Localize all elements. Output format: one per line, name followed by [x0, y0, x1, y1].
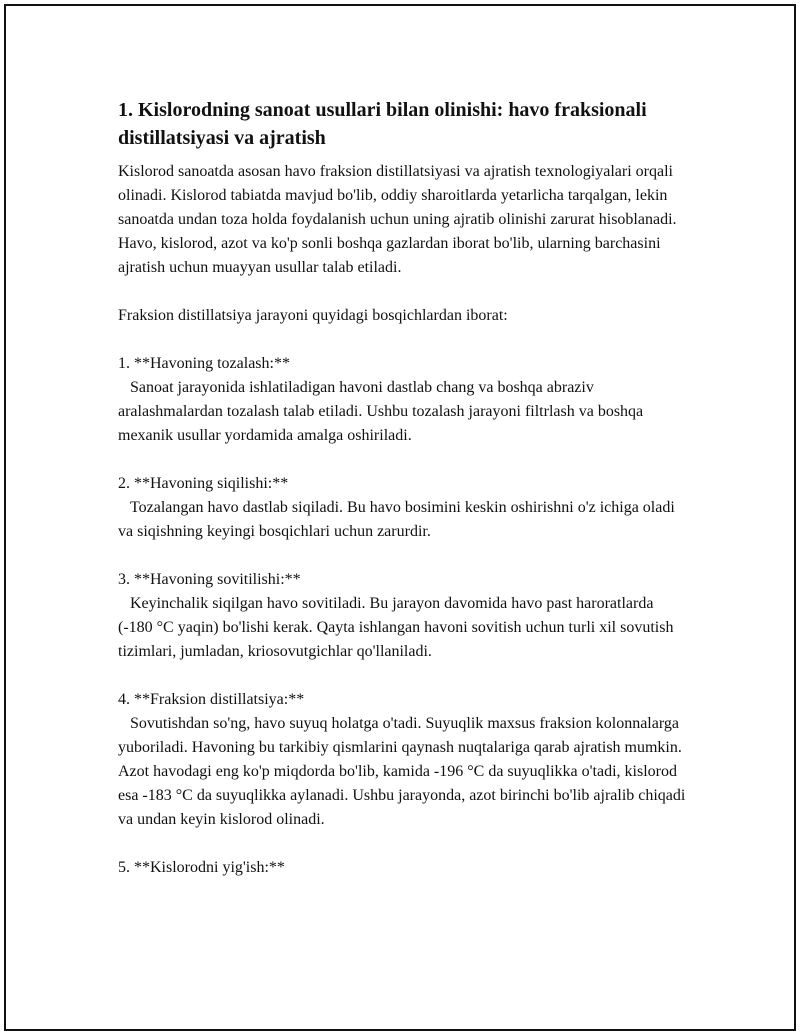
section-title: 1. Kislorodning sanoat usullari bilan olinishi: havo fraksionali distillatsiyasi va ajratish [118, 99, 647, 149]
step-heading: 5. **Kislorodni yig'ish:** [118, 859, 285, 876]
step-body [118, 592, 690, 664]
document-body [118, 96, 690, 904]
step-item [118, 856, 690, 880]
steps-lead-paragraph: Fraksion distillatsiya jarayoni quyidagi bosqichlardan iborat: [118, 307, 508, 324]
step-body-text: Keyinchalik siqilgan havo sovitiladi. Bu jarayon davomida havo past haroratlarda (-180 °C yaqin) bo'lishi kerak. Qayta ishlangan havoni sovitish uchun turli xil sovutish tizimlari, jumladan, kriosovutgichlar qo'llaniladi. [118, 595, 674, 660]
step-body-text: Sanoat jarayonida ishlatiladigan havoni dastlab chang va boshqa abraziv aralashmalardan tozalash talab etiladi. Ushbu tozalash jarayoni filtrlash va boshqa mexanik usullar yordamida amalga oshiriladi. [118, 379, 644, 444]
step-item [118, 688, 690, 832]
step-heading: 4. **Fraksion distillatsiya:** [118, 691, 305, 708]
step-body-text: Tozalangan havo dastlab siqiladi. Bu havo bosimini keskin oshirishni o'z ichiga oladi va siqishning keyingi bosqichlari uchun zarurdir. [118, 499, 675, 540]
step-heading: 3. **Havoning sovitilishi:** [118, 571, 301, 588]
step-item [118, 472, 690, 544]
step-body [118, 712, 690, 832]
step-heading: 1. **Havoning tozalash:** [118, 355, 290, 372]
step-heading: 2. **Havoning siqilishi:** [118, 475, 289, 492]
intro-paragraph: Kislorod sanoatda asosan havo fraksion distillatsiyasi va ajratish texnologiyalari orqali olinadi. Kislorod tabiatda mavjud bo'lib, oddiy sharoitlarda yetarlicha tarqalgan, lekin sanoatda undan toza holda foydalanish uchun uning ajratib olinishi zarurat hisoblanadi. Havo, kislorod, azot va ko'p sonli boshqa gazlardan iborat bo'lib, ularning barchasini ajratish uchun muayyan usullar talab etiladi. [118, 163, 677, 276]
step-item [118, 568, 690, 664]
step-body-text: Sovutishdan so'ng, havo suyuq holatga o'tadi. Suyuqlik maxsus fraksion kolonnalarga yuboriladi. Havoning bu tarkibiy qismlarini qaynash nuqtalariga qarab ajratish mumkin. Azot havodagi eng ko'p miqdorda bo'lib, kamida -196 °C da suyuqlikka o'tadi, kislorod esa -183 °C da suyuqlikka aylanadi. Ushbu jarayonda, azot birinchi bo'lib ajralib chiqadi va undan keyin kislorod olinadi. [118, 715, 686, 828]
step-item [118, 352, 690, 448]
step-body [118, 376, 690, 448]
step-body [118, 496, 690, 544]
